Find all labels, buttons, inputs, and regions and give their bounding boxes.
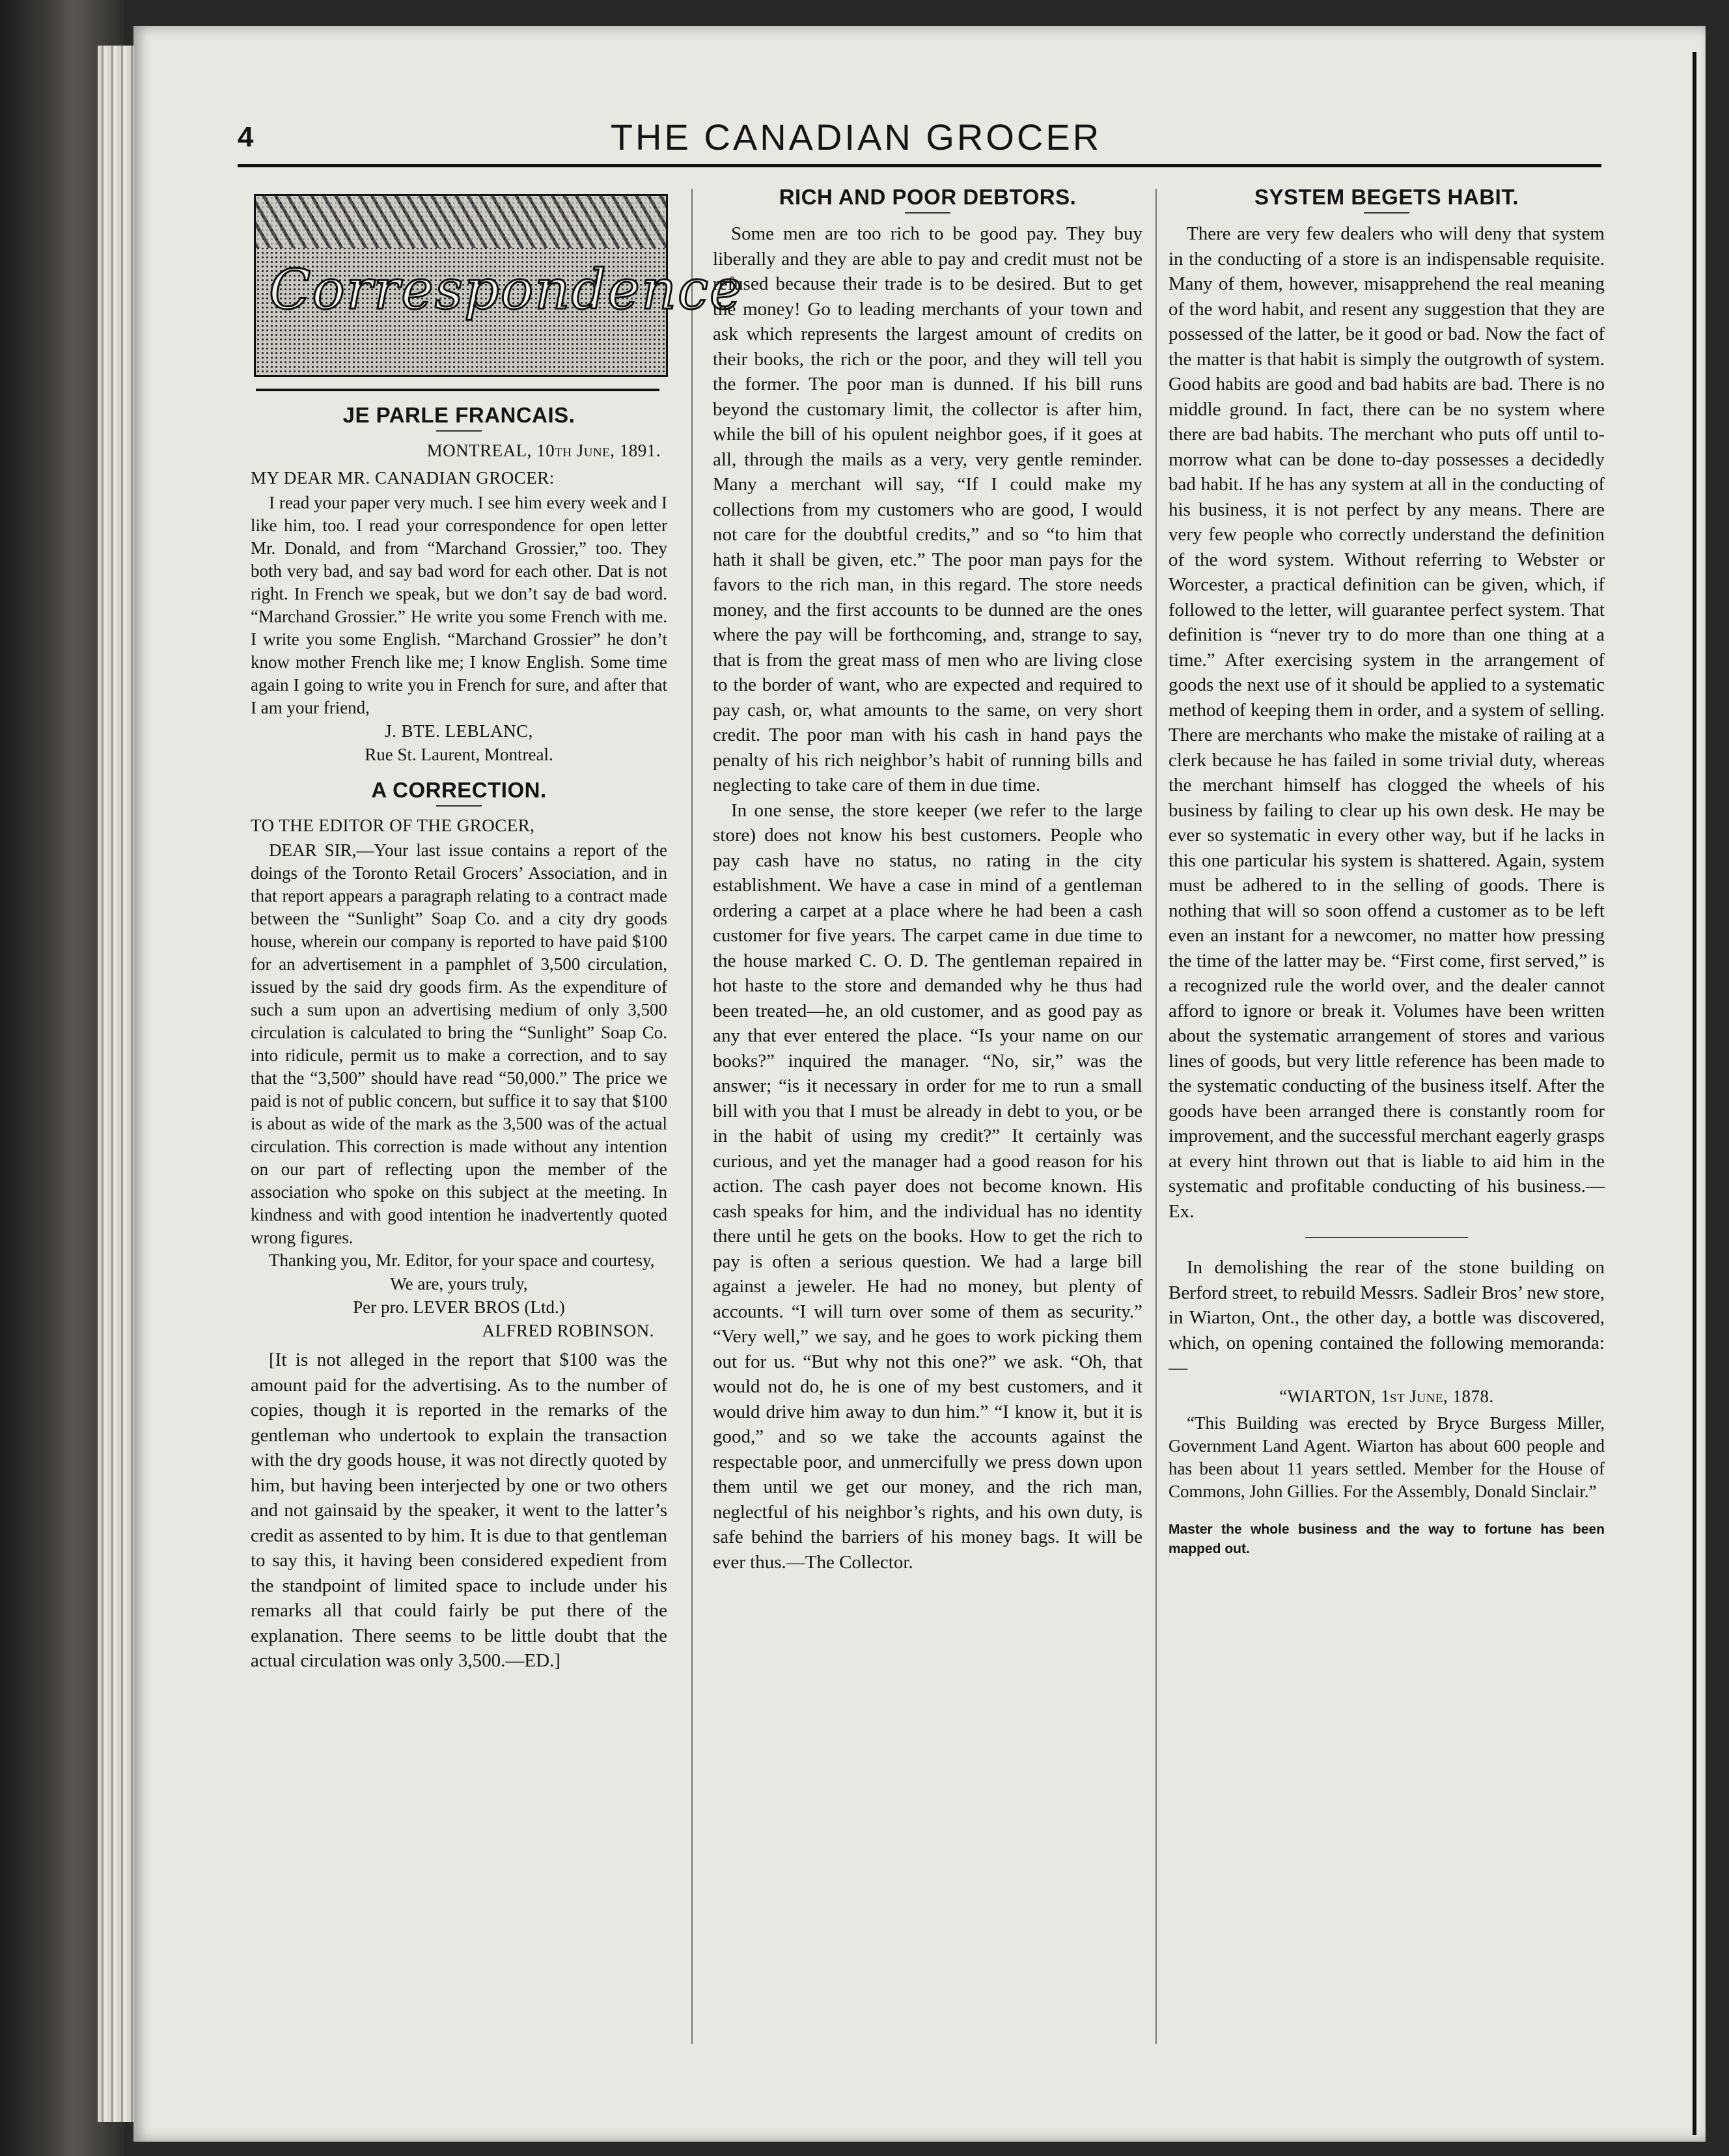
heading-rule	[436, 430, 482, 432]
salutation: TO THE EDITOR OF THE GROCER,	[251, 816, 535, 835]
article-paragraph: In one sense, the store keeper (we refer to the large store) does not know his best customers. People who pay cash have no status, no rating in the city establishment. We have a case in mind of a gentleman ordering a carpet at a place where he had been a cash customer for five years. The carpet came in due time to the house marked C. O. D. The gentleman repaired in hot haste to the store and demanded why he thus had been treated—he, an old customer, and as good pay as any that ever entered the place. “Is your name on our books?” inquired the manager. “No, sir,” was the answer; “is it necessary in order for me to run a small bill with you that I must be already in debt to you, or be in the habit of using my credit?” It certainly was curious, and yet the manager had a good reason for his action. The cash payer does not become known. His cash speaks for him, and the individual has no identity there until he gets on the books. How to get the rich to pay is often a serious question. We had a large bill against a jeweler. He had no money, but plenty of accounts. “I will turn over some of them as security.” “Very well,” we say, and he goes to work picking them out for us. “But why not this one?” we ask. “Oh, that would not do, he is one of my best customers, and it would drive him away to dun him.” “I know it, but it is good,” and so we take the accounts against the respectable poor, and unmercifully we press down upon them until we get our money, and the rich man, neglectful of his neighbor’s rights, and his own duty, is safe behind the barriers of his money bags. It will be ever thus.—The Collector.	[713, 799, 1142, 1573]
memo-dateline: “WIARTON, 1st June, 1878.	[1279, 1386, 1494, 1406]
letter-closing: Thanking you, Mr. Editor, for your space and courtesy,	[269, 1251, 655, 1270]
page-edges	[98, 46, 137, 2122]
journal-title: THE CANADIAN GROCER	[610, 117, 1102, 158]
salutation: MY DEAR MR. CANADIAN GROCER:	[251, 468, 555, 488]
article-heading: JE PARLE FRANCAIS.	[342, 403, 575, 427]
heading-rule	[1364, 212, 1409, 214]
section-separator	[1305, 1237, 1468, 1238]
signoff-line: ALFRED ROBINSON.	[482, 1321, 654, 1340]
letter-body: DEAR SIR,—Your last issue contains a report of the doings of the Toronto Retail Grocers’ Association, and in that report appears a paragraph relating to a contract made between the “Sunlight” Soap Co. and a city dry goods house, wherein our company is reported to have paid $100 for an advertisement in a pamphlet of 3,500 circulation, issued by the said dry goods firm. As the expenditure of such a sum upon an advertising medium of only 3,500 circulation is calculated to bring the “Sunlight” Soap Co. into ridicule, permit us to make a correction, and to say that the “3,500” should have read “50,000.” The price we paid is not of public concern, but suffice it to say that $100 is about as wide of the mark as the 3,500 was of the actual circulation. This correction is made without any intention on our part of reflecting upon the member of the association who spoke on this subject at the meeting. In kindness and with good intention he inadvertently quoted wrong figures.	[251, 840, 667, 1247]
correspondence-banner	[254, 194, 743, 377]
signature: J. BTE. LEBLANC,	[385, 721, 533, 741]
masthead	[238, 116, 1601, 168]
banner-rule	[256, 389, 659, 391]
page-right-edge	[1693, 52, 1696, 2135]
memo-body: “This Building was erected by Bryce Burgess Miller, Government Land Agent. Wiarton has about 600 people and has been about 11 years settled. Member for the House of Commons, John Gillies. For the Assembly, Donald Sinclair.”	[1169, 1413, 1605, 1501]
letter-body: I read your paper very much. I see him every week and I like him, too. I read your correspondence for open letter Mr. Donald, and from “Marchand Grossier,” too. They both very bad, and say bad word for each other. Dat is not right. In French we speak, but we don’t say de bad word. “Marchand Grossier.” He write you some French with me. I write you some English. “Marchand Grossier” he don’t know mother French like me; I know English. Some time again I going to write you in French for sure, and after that I am your friend,	[251, 493, 667, 717]
banner-ornament	[256, 196, 666, 248]
article-paragraph: In demolishing the rear of the stone building on Berford street, to rebuild Messrs. Sadleir Bros’ new store, in Wiarton, Ont., the other day, a bottle was discovered, which, on opening contained the following memoranda:—	[1169, 1257, 1605, 1378]
article-heading: RICH AND POOR DEBTORS.	[779, 185, 1077, 209]
header-rule	[238, 164, 1601, 167]
signoff-line: Per pro. LEVER BROS (Ltd.)	[353, 1297, 565, 1317]
address: Rue St. Laurent, Montreal.	[365, 745, 553, 764]
article-paragraph: Some men are too rich to be good pay. They buy liberally and they are able to pay and credit must not be refused because their trade is to be desired. But to get the money! Go to leading merchants of your town and ask which represents the largest amount of credits on their books, the rich or the poor, and they will tell you the former. The poor man is dunned. If his bill runs beyond the customary limit, the collector is after him, while the bill of his opulent neighbor goes, if it goes at all, through the mails as a very, very gentle reminder. Many a merchant will say, “If I could make my collections from my customers who are good, I would not care for the doubtful credits,” and so “to him that hath it shall be given, etc.” The poor man pays for the favors to the rich man, in this regard. The store needs money, and the first accounts to be dunned are the ones where the pay will be forthcoming, and, strange to say, that is from the great mass of men who are living close to the border of want, who are expected and required to pay cash, or, what amounts to the same, on very short credit. The poor man with his cash in hand pays the penalty of his rich neighbor’s habit of running bills and neglecting to take care of them in due time.	[713, 223, 1142, 795]
editor-note: [It is not alleged in the report that $100 was the amount paid for the advertising. As to the number of copies, though it is reported in the remarks of the gentleman who undertook to explain the transaction with the dry goods house, it was not directly quoted by him, but having been interjected by one or two others and not gainsaid by the speaker, it went to the latter’s credit as assented to by him. It is due to that gentleman to say this, it having been considered expedient from the standpoint of limited space to include under his remarks all that could fairly be put there of the explanation. There seems to be little doubt that the actual circulation was only 3,500.—ED.]	[251, 1349, 667, 1671]
column-divider	[1155, 189, 1157, 2044]
column-right	[1169, 181, 1605, 2049]
banner-lettering: Correspondence	[269, 258, 743, 322]
article-heading: SYSTEM BEGETS HABIT.	[1254, 185, 1519, 209]
dateline: MONTREAL, 10th June, 1891.	[426, 441, 661, 460]
heading-rule	[905, 212, 950, 214]
column-middle	[713, 181, 1142, 2049]
signoff-line: We are, yours truly,	[390, 1274, 528, 1293]
article-paragraph: There are very few dealers who will deny that system in the conducting of a store is an indispensable requisite. Many of them, however, misapprehend the real meaning of the word habit, and resent any suggestion that they are possessed of the latter, be it good or bad. Now the fact of the matter is that habit is simply the outgrowth of system. Good habits are good and bad habits are bad. There is no middle ground. In fact, there can be no system where there are bad habits. The merchant who puts off until to-morrow what can be done to-day possesses a decidedly bad habit. If he has any system at all in the conducting of his business, it is not perfect by any means. There are very few people who correctly understand the definition of the word system. Without referring to Webster or Worcester, a practical definition can be given, which, if followed to the letter, will guarantee perfect system. That definition is “never try to do more than one thing at a time.” After exercising system in the arrangement of goods the next use of it should be applied to a systematic method of keeping them in order, and a system of selling. There are merchants who make the mistake of railing at a clerk because he has failed in some trivial duty, whereas the merchant himself has clogged the wheels of his business by failing to clear up his own desk. He may be ever so systematic in every other way, but if he lacks in this one particular his system is shattered. Again, system must be adhered to in the selling of goods. There is nothing that will so soon offend a customer as to be left even an instant for a newcomer, no matter how pressing the time of the latter may be. “First come, first served,” is a recognized rule the world over, and the dealer cannot afford to ignore or break it. Volumes have been written about the systematic arrangement of stores and various lines of goods, but very little reference has been made to the systematic conducting of the business itself. After the goods have been arranged there is constantly room for improvement, and the successful merchant eagerly grasps at every hint thrown out that is liable to aid him in the systematic and profitable conducting of his business.—Ex.	[1169, 223, 1605, 1222]
page-number: 4	[238, 121, 254, 153]
column-left	[251, 181, 743, 2049]
column-divider	[691, 189, 693, 2044]
article-heading: A CORRECTION.	[371, 778, 547, 802]
heading-rule	[436, 805, 482, 807]
filler-line: Master the whole business and the way to fortune has been mapped out.	[1169, 1521, 1605, 1556]
